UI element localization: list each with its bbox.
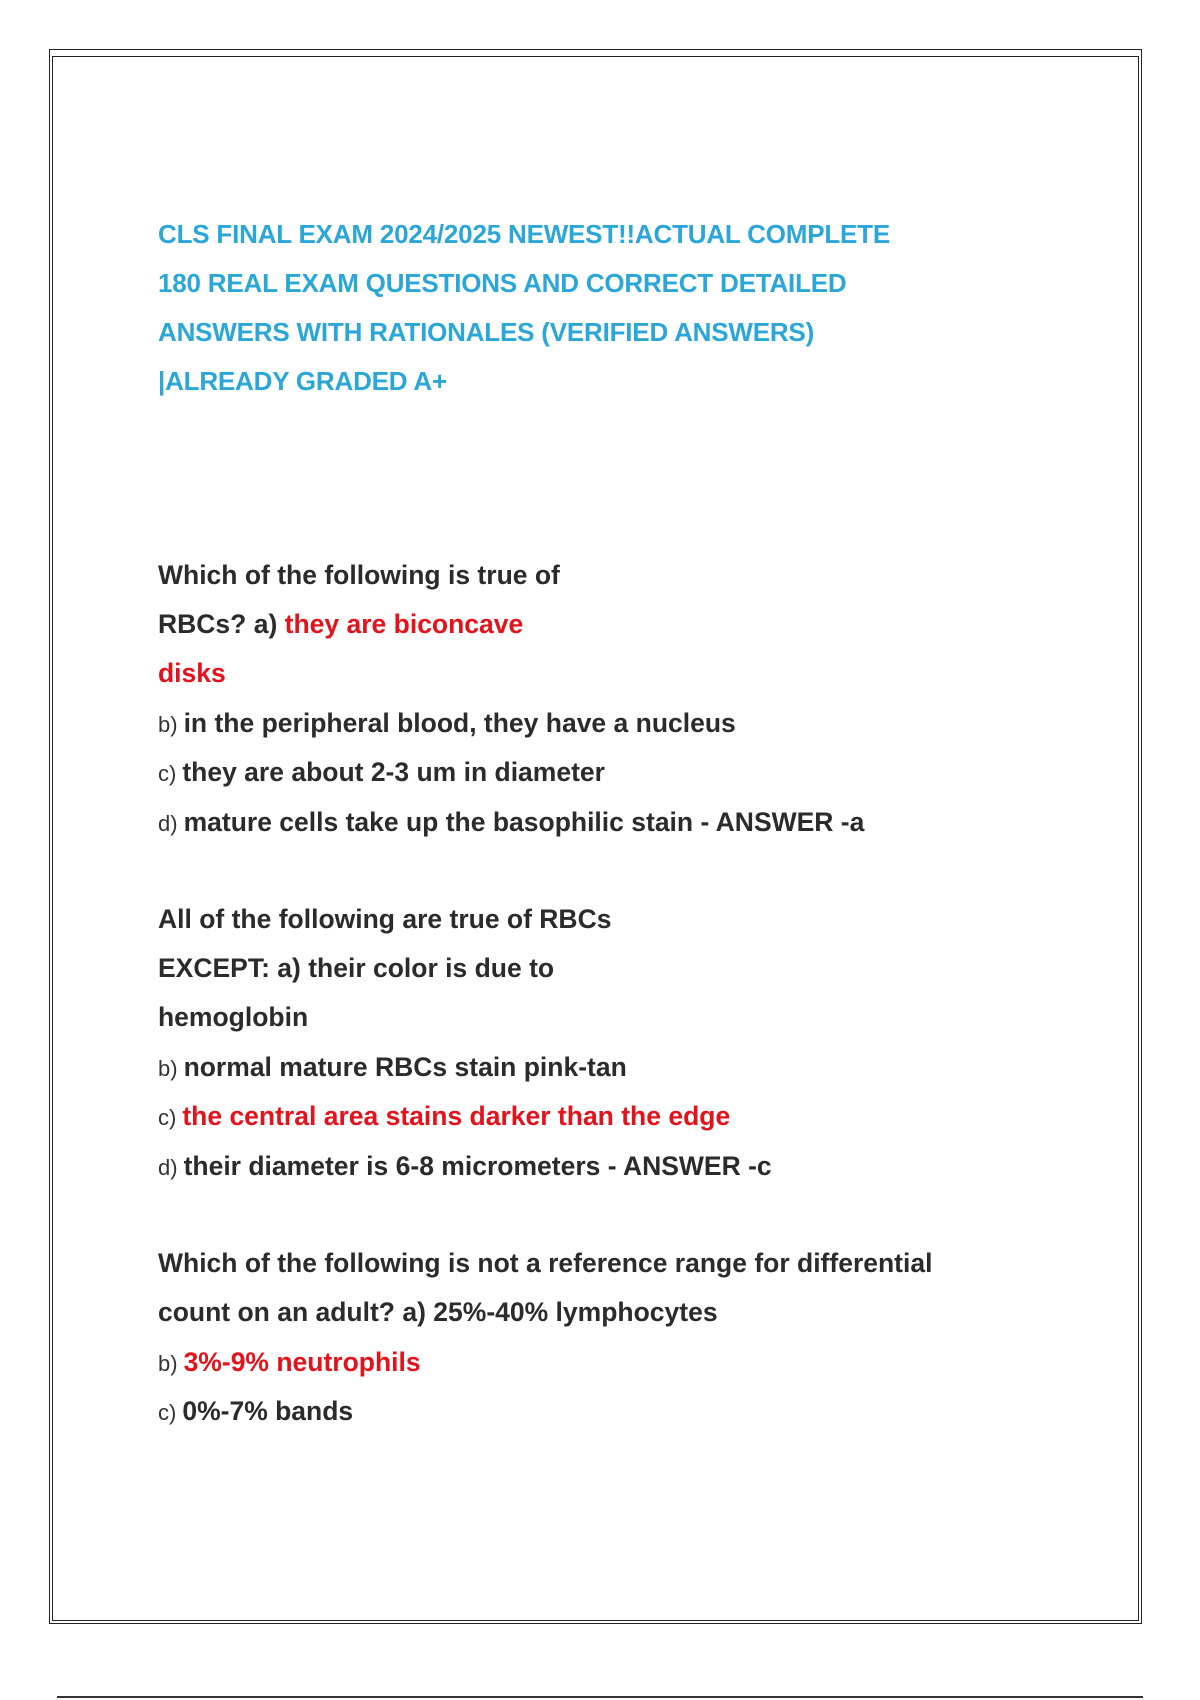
q2-option-c-answer: the central area stains darker than the edge <box>182 1101 731 1131</box>
document-title <box>158 210 1038 406</box>
q1-stem-line-2 <box>158 608 523 640</box>
title-line-2: 180 REAL EXAM QUESTIONS AND CORRECT DETAILED <box>158 268 847 298</box>
q2-stem-line-3: hemoglobin <box>158 1002 309 1032</box>
bottom-divider <box>57 1696 1143 1698</box>
q3-stem-line-2: count on an adult? a) 25%-40% lymphocytes <box>158 1297 718 1327</box>
option-letter: d) <box>158 1155 178 1180</box>
title-line-3: ANSWERS WITH RATIONALES (VERIFIED ANSWERS) <box>158 317 815 347</box>
q1-stem-prefix: RBCs? a) <box>158 609 285 639</box>
q1-option-d <box>158 806 864 840</box>
q1-stem-line-1: Which of the following is true of <box>158 560 560 590</box>
option-letter: b) <box>158 712 178 737</box>
q2-option-c <box>158 1100 730 1134</box>
q3-option-b-answer: 3%-9% neutrophils <box>183 1347 421 1377</box>
q2-stem-line-2: EXCEPT: a) their color is due to <box>158 953 555 983</box>
q1-option-a-answer: they are biconcave <box>284 609 524 639</box>
q2-option-d <box>158 1150 772 1184</box>
title-line-1: CLS FINAL EXAM 2024/2025 NEWEST!!ACTUAL COMPLETE <box>158 219 890 249</box>
option-letter: b) <box>158 1056 178 1081</box>
option-text: their diameter is 6-8 micrometers - ANSWER -c <box>183 1151 772 1181</box>
q3-option-b <box>158 1346 421 1380</box>
q1-option-a-continued: disks <box>158 658 226 688</box>
option-text: 0%-7% bands <box>182 1396 354 1426</box>
q1-option-c <box>158 756 605 790</box>
option-letter: c) <box>158 761 177 786</box>
q3-option-c <box>158 1395 353 1429</box>
option-text: they are about 2-3 um in diameter <box>182 757 605 787</box>
option-letter: b) <box>158 1351 178 1376</box>
option-letter: d) <box>158 811 178 836</box>
q2-stem-line-1: All of the following are true of RBCs <box>158 904 612 934</box>
option-text: in the peripheral blood, they have a nucleus <box>183 708 736 738</box>
option-text: normal mature RBCs stain pink-tan <box>183 1052 627 1082</box>
option-letter: c) <box>158 1400 177 1425</box>
q1-option-b <box>158 707 736 741</box>
q2-option-b <box>158 1051 627 1085</box>
option-text: mature cells take up the basophilic stain - ANSWER -a <box>183 807 865 837</box>
option-letter: c) <box>158 1105 177 1130</box>
q3-stem-line-1: Which of the following is not a reference range for differential <box>158 1248 933 1278</box>
title-line-4: |ALREADY GRADED A+ <box>158 366 447 396</box>
